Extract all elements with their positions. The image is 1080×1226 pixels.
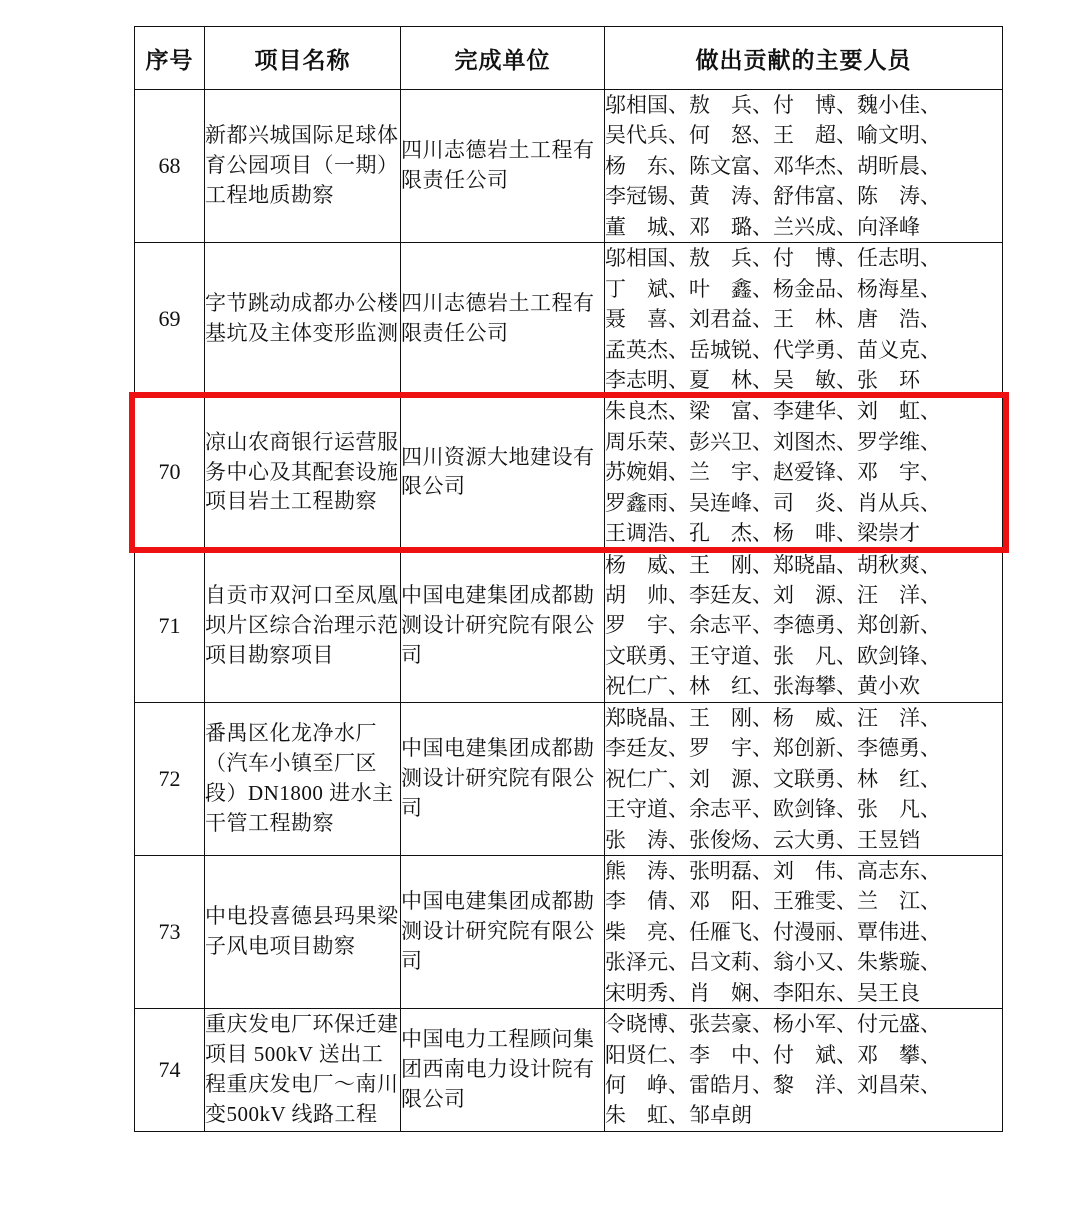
contributor-line: 柴 亮、任雁飞、付漫丽、覃伟进、 bbox=[605, 919, 941, 944]
contributor-line: 熊 涛、张明磊、刘 伟、高志东、 bbox=[605, 858, 941, 883]
table-row bbox=[135, 90, 1003, 243]
contributor-line: 苏婉娟、兰 宇、赵爱锋、邓 宇、 bbox=[605, 460, 941, 485]
row-contributors bbox=[605, 243, 1003, 396]
contributor-line: 何 峥、雷皓月、黎 洋、刘昌荣、 bbox=[605, 1073, 941, 1097]
contributor-line: 郑晓晶、王 刚、杨 威、汪 洋、 bbox=[605, 705, 941, 730]
column-header-project: 项目名称 bbox=[205, 27, 401, 90]
table-row bbox=[135, 1009, 1003, 1132]
row-completion-unit: 中国电力工程顾问集团西南电力设计院有限公司 bbox=[401, 1009, 605, 1132]
table-row bbox=[135, 243, 1003, 396]
row-completion-unit: 四川志德岩土工程有限责任公司 bbox=[401, 90, 605, 243]
row-contributors bbox=[605, 396, 1003, 549]
row-completion-unit: 四川资源大地建设有限公司 bbox=[401, 396, 605, 549]
contributor-line: 王调浩、孔 杰、杨 啡、梁崇才 bbox=[605, 521, 920, 546]
column-header-seq: 序号 bbox=[135, 27, 205, 90]
contributor-line: 令晓博、张芸豪、杨小军、付元盛、 bbox=[605, 1012, 941, 1037]
contributor-line: 朱 虹、邹卓朗 bbox=[605, 1103, 752, 1128]
contributor-line: 罗 宇、余志平、李德勇、郑创新、 bbox=[605, 613, 941, 638]
table-row bbox=[135, 396, 1003, 549]
row-project-name: 自贡市双河口至凤凰坝片区综合治理示范项目勘察项目 bbox=[205, 549, 401, 702]
contributor-line: 祝仁广、刘 源、文联勇、林 红、 bbox=[605, 766, 941, 791]
contributor-line: 张泽元、吕文莉、翁小又、朱紫璇、 bbox=[605, 950, 941, 975]
column-header-unit: 完成单位 bbox=[401, 27, 605, 90]
contributor-line: 宋明秀、肖 娴、李阳东、吴王良 bbox=[605, 980, 920, 1005]
contributor-line: 罗鑫雨、吴连峰、司 炎、肖从兵、 bbox=[605, 490, 941, 515]
contributor-line: 吴代兵、何 怒、王 超、喻文明、 bbox=[605, 123, 941, 148]
row-project-name: 重庆发电厂环保迁建项目 500kV 送出工程重庆发电厂～南川变500kV 线路工程 bbox=[205, 1009, 401, 1132]
contributor-line: 胡 帅、李廷友、刘 源、汪 洋、 bbox=[605, 583, 941, 607]
row-project-name: 新都兴城国际足球体育公园项目（一期）工程地质勘察 bbox=[205, 90, 401, 243]
table-row bbox=[135, 702, 1003, 855]
contributor-line: 祝仁广、林 红、张海攀、黄小欢 bbox=[605, 674, 920, 699]
contributor-line: 阳贤仁、李 中、付 斌、邓 攀、 bbox=[605, 1042, 941, 1067]
contributor-line: 孟英杰、岳城锐、代学勇、苗义克、 bbox=[605, 337, 941, 362]
row-sequence-number: 72 bbox=[135, 702, 205, 855]
table-row bbox=[135, 549, 1003, 702]
row-sequence-number: 70 bbox=[135, 396, 205, 549]
row-sequence-number: 71 bbox=[135, 549, 205, 702]
table-header-row bbox=[135, 27, 1003, 90]
contributor-line: 李廷友、罗 宇、郑创新、李德勇、 bbox=[605, 736, 941, 761]
contributor-line: 王守道、余志平、欧剑锋、张 凡、 bbox=[605, 797, 941, 822]
row-sequence-number: 68 bbox=[135, 90, 205, 243]
column-header-people: 做出贡献的主要人员 bbox=[605, 27, 1003, 90]
row-sequence-number: 69 bbox=[135, 243, 205, 396]
contributor-line: 邬相国、敖 兵、付 博、任志明、 bbox=[605, 246, 941, 271]
awards-table bbox=[134, 26, 1003, 1132]
row-project-name: 番禺区化龙净水厂（汽车小镇至厂区段）DN1800 进水主干管工程勘察 bbox=[205, 702, 401, 855]
contributor-line: 董 城、邓 璐、兰兴成、向泽峰 bbox=[605, 214, 920, 239]
row-completion-unit: 中国电建集团成都勘测设计研究院有限公司 bbox=[401, 855, 605, 1008]
contributor-line: 李冠锡、黄 涛、舒伟富、陈 涛、 bbox=[605, 184, 941, 209]
contributor-line: 聂 喜、刘君益、王 林、唐 浩、 bbox=[605, 307, 941, 332]
row-sequence-number: 73 bbox=[135, 855, 205, 1008]
row-sequence-number: 74 bbox=[135, 1009, 205, 1132]
contributor-line: 杨 威、王 刚、郑晓晶、胡秋爽、 bbox=[605, 552, 941, 577]
row-contributors bbox=[605, 1009, 1003, 1132]
table-row bbox=[135, 855, 1003, 1008]
table-body bbox=[135, 90, 1003, 1132]
row-completion-unit: 中国电建集团成都勘测设计研究院有限公司 bbox=[401, 702, 605, 855]
row-project-name: 中电投喜德县玛果梁子风电项目勘察 bbox=[205, 855, 401, 1008]
row-project-name: 字节跳动成都办公楼基坑及主体变形监测 bbox=[205, 243, 401, 396]
contributor-line: 朱良杰、梁 富、李建华、刘 虹、 bbox=[605, 399, 941, 424]
contributor-line: 李志明、夏 林、吴 敏、张 环 bbox=[605, 367, 920, 392]
contributor-line: 张 涛、张俊炀、云大勇、王昱铛 bbox=[605, 827, 920, 852]
contributor-line: 邬相国、敖 兵、付 博、魏小佳、 bbox=[605, 93, 941, 117]
contributor-line: 丁 斌、叶 鑫、杨金品、杨海星、 bbox=[605, 276, 941, 301]
row-contributors bbox=[605, 549, 1003, 702]
contributor-line: 杨 东、陈文富、邓华杰、胡昕晨、 bbox=[605, 153, 941, 178]
contributor-line: 李 倩、邓 阳、王雅雯、兰 江、 bbox=[605, 889, 941, 914]
row-contributors bbox=[605, 702, 1003, 855]
row-completion-unit: 中国电建集团成都勘测设计研究院有限公司 bbox=[401, 549, 605, 702]
contributor-line: 文联勇、王守道、张 凡、欧剑锋、 bbox=[605, 643, 941, 668]
row-contributors bbox=[605, 90, 1003, 243]
contributor-line: 周乐荣、彭兴卫、刘图杰、罗学维、 bbox=[605, 429, 941, 454]
table-header bbox=[135, 27, 1003, 90]
row-completion-unit: 四川志德岩土工程有限责任公司 bbox=[401, 243, 605, 396]
row-project-name: 凉山农商银行运营服务中心及其配套设施项目岩土工程勘察 bbox=[205, 396, 401, 549]
row-contributors bbox=[605, 855, 1003, 1008]
